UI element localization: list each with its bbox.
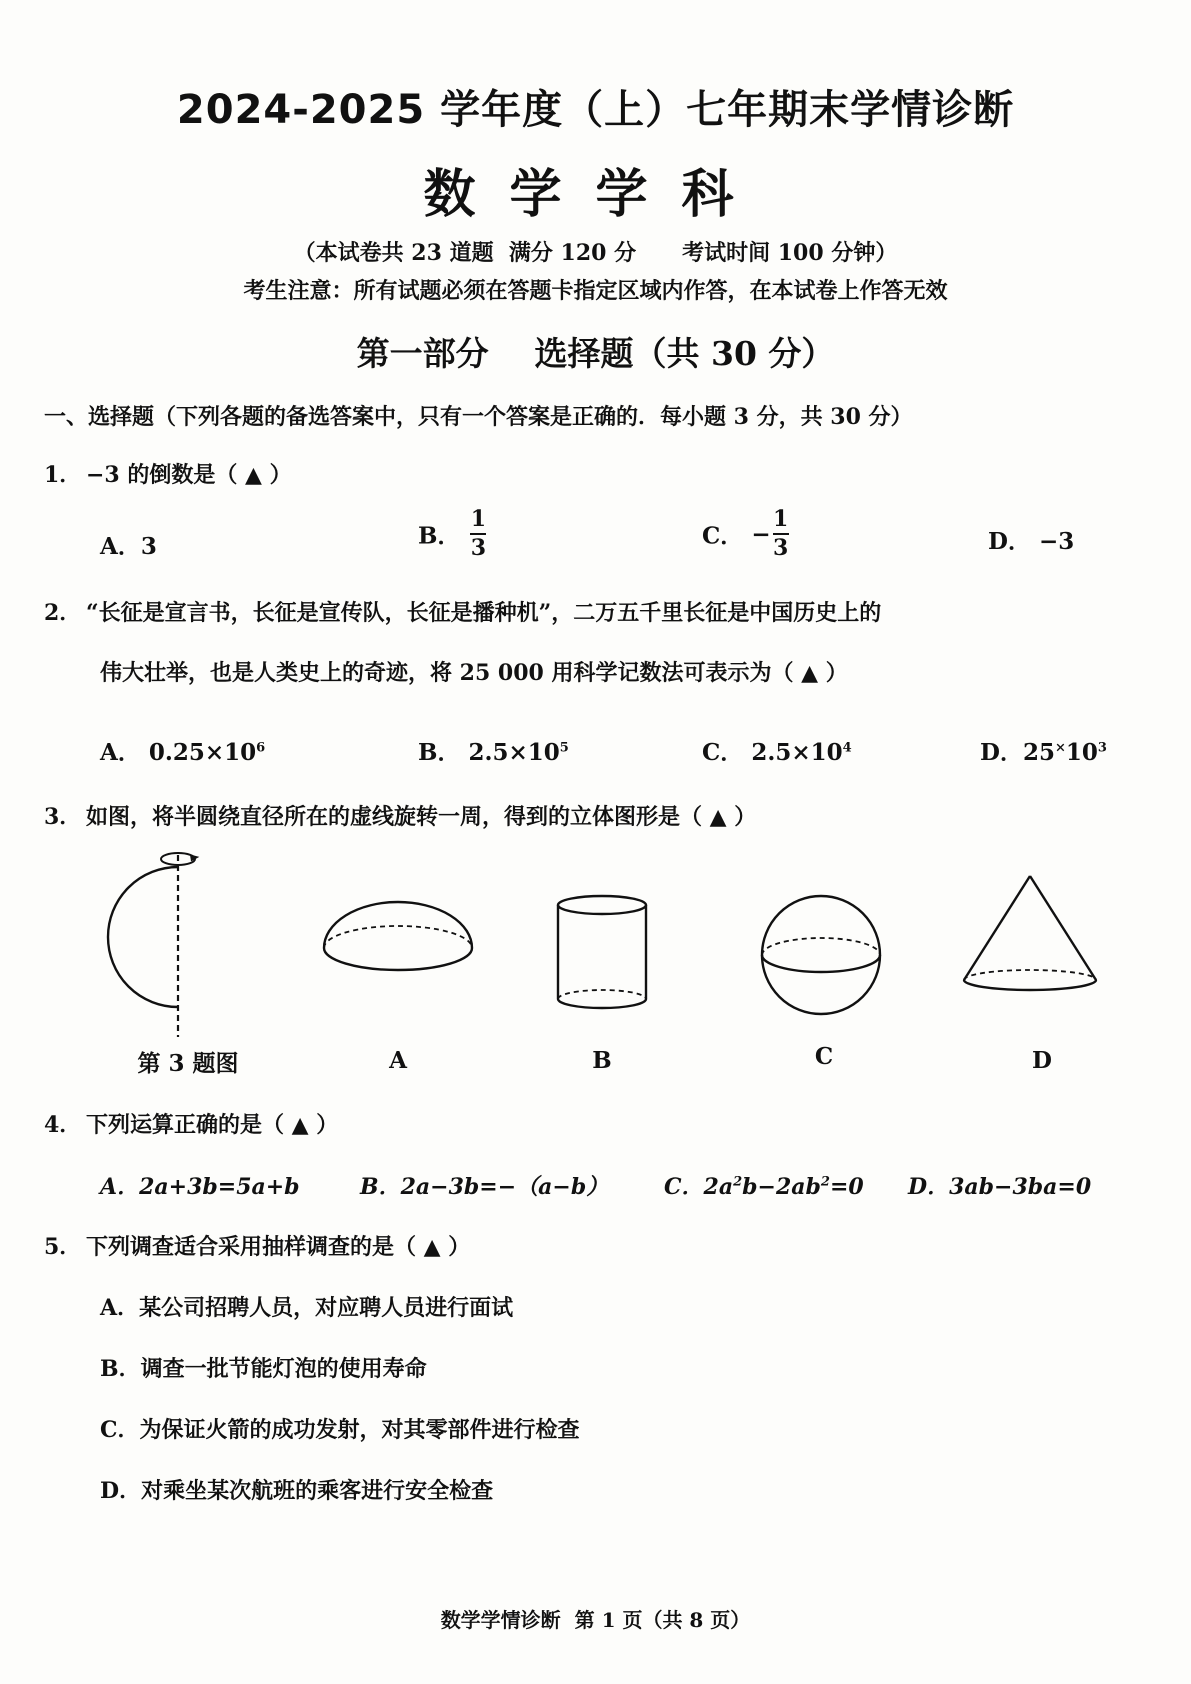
exponent: 2 [733, 1174, 743, 1190]
denominator: 3 [772, 535, 789, 562]
q4-option-a: A．2a+3b=5a+b [100, 1174, 300, 1200]
q5-option-b: B．调查一批节能灯泡的使用寿命 [100, 1356, 427, 1382]
option-label: C． [702, 522, 744, 550]
question-2 [44, 596, 881, 627]
exponent: 5 [559, 740, 569, 756]
q2-option-d [980, 734, 1107, 767]
option-text: A． 0.25×10 [100, 739, 257, 766]
figure-3-label: 第 3 题图 [137, 1050, 239, 1077]
question-stem: −3 的倒数是（ ▲ ） [86, 462, 292, 488]
exponent: 3 [1097, 740, 1107, 756]
q1-option-a: A．3 [100, 533, 157, 560]
question-3 [44, 800, 756, 831]
q5-option-d: D．对乘坐某次航班的乘客进行安全检查 [100, 1478, 494, 1504]
shape-label-c: C [814, 1043, 834, 1070]
q4-option-c [664, 1170, 864, 1201]
minus-sign: − [751, 520, 771, 548]
question-stem: 下列调查适合采用抽样调查的是（ ▲ ） [86, 1234, 471, 1260]
exponent: 6 [256, 740, 266, 756]
option-text: =0 [829, 1174, 864, 1200]
q1-option-d: D． −3 [988, 528, 1075, 555]
q5-option-c: C．为保证火箭的成功发射，对其零部件进行检查 [100, 1417, 580, 1443]
option-text: C． 2.5×10 [702, 739, 843, 766]
question-number: 2． [44, 600, 82, 626]
shape-label-d: D [1032, 1047, 1052, 1074]
times-sign: × [1054, 740, 1066, 756]
cylinder-shape [552, 893, 652, 1013]
q2-option-a [100, 734, 265, 767]
question-1 [44, 458, 292, 489]
question-number: 3． [44, 804, 82, 830]
exam-notice: 考生注意：所有试题必须在答题卡指定区域内作答，在本试卷上作答无效 [243, 278, 948, 304]
sphere-shape [756, 890, 886, 1020]
question-number: 1． [44, 462, 82, 488]
question-4 [44, 1108, 338, 1139]
fraction [470, 508, 486, 560]
q5-option-a: A．某公司招聘人员，对应聘人员进行面试 [100, 1295, 514, 1321]
option-text: B． 2.5×10 [418, 739, 560, 766]
question-stem: 下列运算正确的是（ ▲ ） [86, 1112, 339, 1138]
q4-option-b: B．2a−3b=−（a−b） [360, 1174, 609, 1200]
option-text: 10 [1065, 739, 1098, 766]
question-5 [44, 1230, 470, 1261]
exam-info: （本试卷共 23 道题 满分 120 分 考试时间 100 分钟） [293, 240, 898, 266]
subject-title: 数学学科 [423, 164, 768, 225]
shape-label-a: A [389, 1047, 407, 1074]
q1-option-b [418, 508, 486, 560]
part-title: 第一部分 选择题（共 30 分） [356, 334, 835, 373]
question-stem-line2: 伟大壮举，也是人类史上的奇迹，将 25 000 用科学记数法可表示为（ ▲ ） [100, 660, 848, 686]
semicircle-rotation-figure [120, 845, 240, 1040]
section-title: 一、选择题（下列各题的备选答案中，只有一个答案是正确的．每小题 3 分，共 30 分） [44, 404, 913, 430]
cone-shape [960, 870, 1100, 1000]
exponent: 2 [820, 1174, 830, 1190]
fraction [773, 508, 789, 560]
question-number: 5． [44, 1234, 82, 1260]
question-number: 4． [44, 1112, 82, 1138]
option-text: b−2ab [742, 1174, 821, 1200]
question-stem-line1: “长征是宣言书，长征是宣传队，长征是播种机”，二万五千里长征是中国历史上的 [86, 600, 882, 626]
q4-option-d: D．3ab−3ba=0 [908, 1174, 1092, 1200]
option-text: D．25 [980, 739, 1055, 766]
numerator: 1 [470, 506, 487, 532]
q1-option-c [702, 508, 789, 560]
hemisphere-shape [318, 900, 478, 990]
question-stem: 如图，将半圆绕直径所在的虚线旋转一周，得到的立体图形是（ ▲ ） [86, 804, 757, 830]
option-text: C．2a [664, 1174, 734, 1200]
numerator: 1 [772, 506, 789, 532]
page-footer: 数学学情诊断 第 1 页（共 8 页） [440, 1608, 751, 1632]
option-label: B． [418, 522, 461, 550]
denominator: 3 [470, 535, 487, 562]
exponent: 4 [842, 740, 852, 756]
exam-title: 2024-2025 学年度（上）七年期末学情诊断 [176, 87, 1015, 133]
shape-label-b: B [592, 1047, 612, 1074]
q2-option-b [418, 734, 569, 767]
q2-option-c [702, 734, 852, 767]
